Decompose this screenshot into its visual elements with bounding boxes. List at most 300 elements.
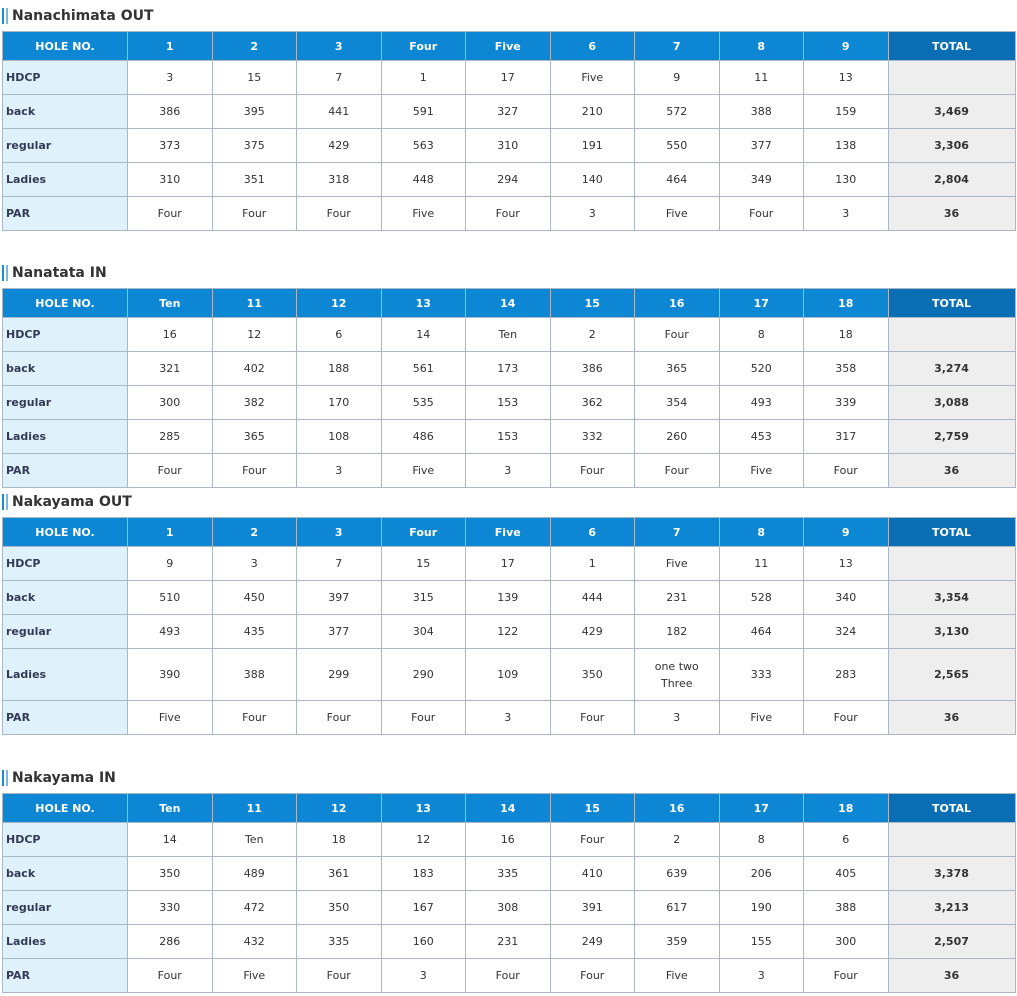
table-row <box>3 823 1016 857</box>
section-title-text: Nanachimata OUT <box>12 8 154 24</box>
hole-cell: 286 <box>128 925 213 959</box>
hole-cell: 153 <box>466 386 551 420</box>
hole-cell: 283 <box>804 649 889 701</box>
hole-cell: 535 <box>381 386 466 420</box>
hole-cell: Ten <box>466 318 551 352</box>
hole-cell: 9 <box>128 547 213 581</box>
hole-cell: 388 <box>804 891 889 925</box>
hole-cell: 464 <box>635 163 720 197</box>
hole-cell: Four <box>466 197 551 231</box>
row-label: regular <box>3 891 128 925</box>
hole-cell: 17 <box>466 547 551 581</box>
hole-cell: Five <box>381 454 466 488</box>
hole-number-header: Four <box>381 518 466 547</box>
table-row <box>3 352 1016 386</box>
hole-cell: 3 <box>635 701 720 735</box>
row-label: back <box>3 95 128 129</box>
hole-cell: 182 <box>635 615 720 649</box>
total-cell <box>888 61 1015 95</box>
hole-number-header: 1 <box>128 518 213 547</box>
hole-cell: 249 <box>550 925 635 959</box>
total-cell: 36 <box>888 959 1015 993</box>
hole-cell: 140 <box>550 163 635 197</box>
hole-number-header: 16 <box>635 289 720 318</box>
hole-no-header: HOLE NO. <box>3 289 128 318</box>
hole-cell: 2 <box>550 318 635 352</box>
hole-cell: 3 <box>804 197 889 231</box>
hole-cell: 350 <box>297 891 382 925</box>
hole-cell: 3 <box>550 197 635 231</box>
hole-cell: 388 <box>719 95 804 129</box>
table-row <box>3 925 1016 959</box>
scorecard-table <box>2 31 1016 231</box>
hole-cell: 395 <box>212 95 297 129</box>
hole-cell: Four <box>297 197 382 231</box>
hole-cell: 528 <box>719 581 804 615</box>
hole-cell: 294 <box>466 163 551 197</box>
section-title-text: Nakayama IN <box>12 770 116 786</box>
hole-cell: 493 <box>128 615 213 649</box>
hole-no-header: HOLE NO. <box>3 32 128 61</box>
hole-cell: 489 <box>212 857 297 891</box>
scorecard-table <box>2 288 1016 488</box>
hole-cell: Four <box>466 959 551 993</box>
hole-cell: Four <box>212 454 297 488</box>
total-cell: 2,804 <box>888 163 1015 197</box>
hole-number-header: 17 <box>719 794 804 823</box>
table-row <box>3 891 1016 925</box>
hole-cell: 2 <box>635 823 720 857</box>
hole-number-header: 6 <box>550 32 635 61</box>
hole-number-header: 15 <box>550 289 635 318</box>
hole-cell: 351 <box>212 163 297 197</box>
hole-cell: 350 <box>128 857 213 891</box>
row-label: back <box>3 857 128 891</box>
table-row <box>3 959 1016 993</box>
hole-number-header: Ten <box>128 289 213 318</box>
hole-cell: 190 <box>719 891 804 925</box>
total-cell: 3,274 <box>888 352 1015 386</box>
hole-cell: Four <box>128 197 213 231</box>
hole-cell: 3 <box>466 454 551 488</box>
hole-cell: 17 <box>466 61 551 95</box>
hole-cell: 13 <box>804 547 889 581</box>
table-row <box>3 454 1016 488</box>
hole-cell: 167 <box>381 891 466 925</box>
hole-cell: 304 <box>381 615 466 649</box>
hole-number-header: 2 <box>212 32 297 61</box>
hole-cell: 572 <box>635 95 720 129</box>
hole-cell: Five <box>635 197 720 231</box>
total-cell: 36 <box>888 454 1015 488</box>
hole-cell: 206 <box>719 857 804 891</box>
hole-cell: 210 <box>550 95 635 129</box>
hole-cell: 359 <box>635 925 720 959</box>
header-row <box>3 32 1016 61</box>
hole-cell: 453 <box>719 420 804 454</box>
hole-cell: Four <box>128 959 213 993</box>
total-cell: 3,088 <box>888 386 1015 420</box>
table-row <box>3 581 1016 615</box>
hole-number-header: 13 <box>381 794 466 823</box>
hole-cell: 550 <box>635 129 720 163</box>
hole-number-header: 1 <box>128 32 213 61</box>
scorecard-table <box>2 793 1016 993</box>
total-cell <box>888 823 1015 857</box>
hole-cell: Four <box>804 959 889 993</box>
table-row <box>3 61 1016 95</box>
hole-number-header: 3 <box>297 518 382 547</box>
hole-number-header: 2 <box>212 518 297 547</box>
hole-cell: 617 <box>635 891 720 925</box>
hole-cell: 188 <box>297 352 382 386</box>
hole-cell: Four <box>212 197 297 231</box>
section-title-text: Nanatata IN <box>12 265 107 281</box>
total-cell: 3,378 <box>888 857 1015 891</box>
table-row <box>3 318 1016 352</box>
hole-number-header: Five <box>466 32 551 61</box>
hole-number-header: 18 <box>804 289 889 318</box>
hole-cell: 520 <box>719 352 804 386</box>
hole-cell: 290 <box>381 649 466 701</box>
hole-cell: 170 <box>297 386 382 420</box>
table-row <box>3 615 1016 649</box>
hole-number-header: 16 <box>635 794 720 823</box>
hole-number-header: 14 <box>466 289 551 318</box>
total-cell: 3,213 <box>888 891 1015 925</box>
hole-cell: 122 <box>466 615 551 649</box>
total-cell: 36 <box>888 197 1015 231</box>
hole-cell: 108 <box>297 420 382 454</box>
hole-number-header: 14 <box>466 794 551 823</box>
section-title <box>2 263 107 283</box>
hole-cell: 358 <box>804 352 889 386</box>
hole-cell: 450 <box>212 581 297 615</box>
hole-cell: 7 <box>297 547 382 581</box>
hole-cell: 13 <box>804 61 889 95</box>
hole-cell: 365 <box>635 352 720 386</box>
hole-cell: 310 <box>128 163 213 197</box>
hole-cell: 6 <box>297 318 382 352</box>
header-row <box>3 794 1016 823</box>
row-label: Ladies <box>3 649 128 701</box>
hole-cell: 1 <box>381 61 466 95</box>
hole-number-header: 13 <box>381 289 466 318</box>
hole-cell: 299 <box>297 649 382 701</box>
hole-cell: 639 <box>635 857 720 891</box>
hole-cell: 11 <box>719 547 804 581</box>
scorecard-table <box>2 517 1016 735</box>
hole-cell: 231 <box>635 581 720 615</box>
hole-cell: 159 <box>804 95 889 129</box>
hole-cell: 1 <box>550 547 635 581</box>
title-bar-icon <box>2 8 8 24</box>
table-row <box>3 163 1016 197</box>
hole-cell: 386 <box>550 352 635 386</box>
hole-cell: Four <box>550 454 635 488</box>
hole-cell: Four <box>804 701 889 735</box>
hole-no-header: HOLE NO. <box>3 794 128 823</box>
total-header: TOTAL <box>888 518 1015 547</box>
hole-cell: 382 <box>212 386 297 420</box>
hole-cell: 373 <box>128 129 213 163</box>
row-label: regular <box>3 615 128 649</box>
hole-cell: Ten <box>212 823 297 857</box>
hole-cell: 18 <box>804 318 889 352</box>
section-title <box>2 6 154 26</box>
hole-cell: Four <box>635 318 720 352</box>
hole-cell: Five <box>635 959 720 993</box>
table-row <box>3 197 1016 231</box>
hole-cell: Five <box>635 547 720 581</box>
hole-cell: 14 <box>381 318 466 352</box>
row-label: regular <box>3 129 128 163</box>
title-bar-icon <box>2 494 8 510</box>
hole-number-header: 11 <box>212 289 297 318</box>
hole-cell: Four <box>297 959 382 993</box>
total-cell: 2,565 <box>888 649 1015 701</box>
hole-cell: 109 <box>466 649 551 701</box>
hole-cell: 397 <box>297 581 382 615</box>
table-row <box>3 857 1016 891</box>
total-cell <box>888 318 1015 352</box>
hole-cell: Four <box>550 823 635 857</box>
hole-cell: 402 <box>212 352 297 386</box>
section-title-text: Nakayama OUT <box>12 494 132 510</box>
hole-cell: 510 <box>128 581 213 615</box>
hole-cell: Four <box>381 701 466 735</box>
hole-cell: 332 <box>550 420 635 454</box>
total-cell <box>888 547 1015 581</box>
row-label: HDCP <box>3 61 128 95</box>
section-title <box>2 492 132 512</box>
hole-cell: 8 <box>719 823 804 857</box>
hole-cell: 591 <box>381 95 466 129</box>
header-row <box>3 518 1016 547</box>
hole-cell: 11 <box>719 61 804 95</box>
row-label: HDCP <box>3 547 128 581</box>
hole-cell: 160 <box>381 925 466 959</box>
hole-cell: 324 <box>804 615 889 649</box>
row-label: PAR <box>3 197 128 231</box>
hole-cell: 12 <box>212 318 297 352</box>
hole-cell: 386 <box>128 95 213 129</box>
hole-cell: 429 <box>297 129 382 163</box>
hole-cell: 3 <box>381 959 466 993</box>
hole-cell: 444 <box>550 581 635 615</box>
hole-cell: 388 <box>212 649 297 701</box>
hole-number-header: 18 <box>804 794 889 823</box>
hole-cell: 300 <box>128 386 213 420</box>
hole-cell: 3 <box>212 547 297 581</box>
hole-cell: Five <box>550 61 635 95</box>
table-row <box>3 129 1016 163</box>
row-label: PAR <box>3 959 128 993</box>
hole-cell: 563 <box>381 129 466 163</box>
hole-number-header: 3 <box>297 32 382 61</box>
hole-number-header: 12 <box>297 794 382 823</box>
row-label: back <box>3 352 128 386</box>
section-title <box>2 768 116 788</box>
hole-cell: Five <box>128 701 213 735</box>
hole-cell: 327 <box>466 95 551 129</box>
hole-cell: 350 <box>550 649 635 701</box>
hole-cell: 183 <box>381 857 466 891</box>
hole-cell: 318 <box>297 163 382 197</box>
hole-number-header: Four <box>381 32 466 61</box>
table-row <box>3 547 1016 581</box>
hole-cell: 390 <box>128 649 213 701</box>
hole-cell: 138 <box>804 129 889 163</box>
row-label: regular <box>3 386 128 420</box>
hole-cell: 464 <box>719 615 804 649</box>
row-label: HDCP <box>3 823 128 857</box>
hole-number-header: 6 <box>550 518 635 547</box>
row-label: PAR <box>3 701 128 735</box>
hole-cell: 429 <box>550 615 635 649</box>
hole-cell: Four <box>550 701 635 735</box>
hole-cell: 16 <box>128 318 213 352</box>
table-row <box>3 420 1016 454</box>
hole-cell: 12 <box>381 823 466 857</box>
total-cell: 36 <box>888 701 1015 735</box>
hole-cell: 472 <box>212 891 297 925</box>
hole-cell: 330 <box>128 891 213 925</box>
hole-cell: 391 <box>550 891 635 925</box>
table-row <box>3 649 1016 701</box>
hole-no-header: HOLE NO. <box>3 518 128 547</box>
hole-cell: 308 <box>466 891 551 925</box>
hole-cell: 339 <box>804 386 889 420</box>
hole-cell: 365 <box>212 420 297 454</box>
hole-cell: 15 <box>212 61 297 95</box>
hole-cell: 16 <box>466 823 551 857</box>
total-header: TOTAL <box>888 289 1015 318</box>
hole-cell: 375 <box>212 129 297 163</box>
hole-cell: 6 <box>804 823 889 857</box>
hole-cell: 7 <box>297 61 382 95</box>
hole-cell: 139 <box>466 581 551 615</box>
hole-cell: Four <box>297 701 382 735</box>
hole-cell: 173 <box>466 352 551 386</box>
hole-cell: 410 <box>550 857 635 891</box>
hole-cell: 300 <box>804 925 889 959</box>
row-label: Ladies <box>3 163 128 197</box>
hole-cell: 405 <box>804 857 889 891</box>
hole-cell: 285 <box>128 420 213 454</box>
hole-cell: 231 <box>466 925 551 959</box>
hole-cell: 153 <box>466 420 551 454</box>
hole-cell: 441 <box>297 95 382 129</box>
hole-cell: 14 <box>128 823 213 857</box>
hole-cell: 432 <box>212 925 297 959</box>
hole-cell: 191 <box>550 129 635 163</box>
hole-cell: 260 <box>635 420 720 454</box>
hole-cell: 3 <box>128 61 213 95</box>
hole-cell: 354 <box>635 386 720 420</box>
hole-cell: Five <box>381 197 466 231</box>
hole-cell: 155 <box>719 925 804 959</box>
row-label: Ladies <box>3 925 128 959</box>
hole-number-header: Ten <box>128 794 213 823</box>
total-cell: 2,759 <box>888 420 1015 454</box>
total-header: TOTAL <box>888 794 1015 823</box>
row-label: HDCP <box>3 318 128 352</box>
hole-cell: 3 <box>466 701 551 735</box>
hole-cell: Four <box>550 959 635 993</box>
table-row <box>3 386 1016 420</box>
hole-cell: 435 <box>212 615 297 649</box>
header-row <box>3 289 1016 318</box>
hole-cell: 333 <box>719 649 804 701</box>
hole-cell: Five <box>719 701 804 735</box>
row-label: Ladies <box>3 420 128 454</box>
hole-cell: Four <box>212 701 297 735</box>
hole-number-header: 8 <box>719 518 804 547</box>
hole-cell: 317 <box>804 420 889 454</box>
hole-cell: Four <box>635 454 720 488</box>
hole-cell: 377 <box>719 129 804 163</box>
hole-cell: Five <box>719 454 804 488</box>
hole-number-header: 9 <box>804 518 889 547</box>
hole-cell: Four <box>804 454 889 488</box>
table-row <box>3 95 1016 129</box>
hole-number-header: 8 <box>719 32 804 61</box>
total-cell: 2,507 <box>888 925 1015 959</box>
total-cell: 3,130 <box>888 615 1015 649</box>
hole-number-header: 9 <box>804 32 889 61</box>
hole-number-header: 17 <box>719 289 804 318</box>
row-label: back <box>3 581 128 615</box>
hole-cell: 377 <box>297 615 382 649</box>
hole-cell: 486 <box>381 420 466 454</box>
hole-cell: 15 <box>381 547 466 581</box>
hole-cell: 561 <box>381 352 466 386</box>
hole-cell: 130 <box>804 163 889 197</box>
row-label: PAR <box>3 454 128 488</box>
title-bar-icon <box>2 770 8 786</box>
hole-cell: 8 <box>719 318 804 352</box>
hole-number-header: 7 <box>635 32 720 61</box>
total-header: TOTAL <box>888 32 1015 61</box>
total-cell: 3,306 <box>888 129 1015 163</box>
hole-cell: one two Three <box>635 649 720 701</box>
total-cell: 3,469 <box>888 95 1015 129</box>
hole-cell: 340 <box>804 581 889 615</box>
hole-cell: 315 <box>381 581 466 615</box>
hole-cell: 18 <box>297 823 382 857</box>
hole-cell: 349 <box>719 163 804 197</box>
hole-number-header: 12 <box>297 289 382 318</box>
hole-cell: 448 <box>381 163 466 197</box>
hole-cell: 493 <box>719 386 804 420</box>
hole-cell: 361 <box>297 857 382 891</box>
hole-number-header: 11 <box>212 794 297 823</box>
hole-cell: Four <box>128 454 213 488</box>
hole-cell: Five <box>212 959 297 993</box>
hole-cell: 335 <box>466 857 551 891</box>
hole-cell: 3 <box>719 959 804 993</box>
table-row <box>3 701 1016 735</box>
hole-cell: 362 <box>550 386 635 420</box>
hole-cell: Four <box>719 197 804 231</box>
total-cell: 3,354 <box>888 581 1015 615</box>
hole-cell: 310 <box>466 129 551 163</box>
hole-number-header: 15 <box>550 794 635 823</box>
hole-cell: 321 <box>128 352 213 386</box>
hole-number-header: 7 <box>635 518 720 547</box>
hole-cell: 335 <box>297 925 382 959</box>
